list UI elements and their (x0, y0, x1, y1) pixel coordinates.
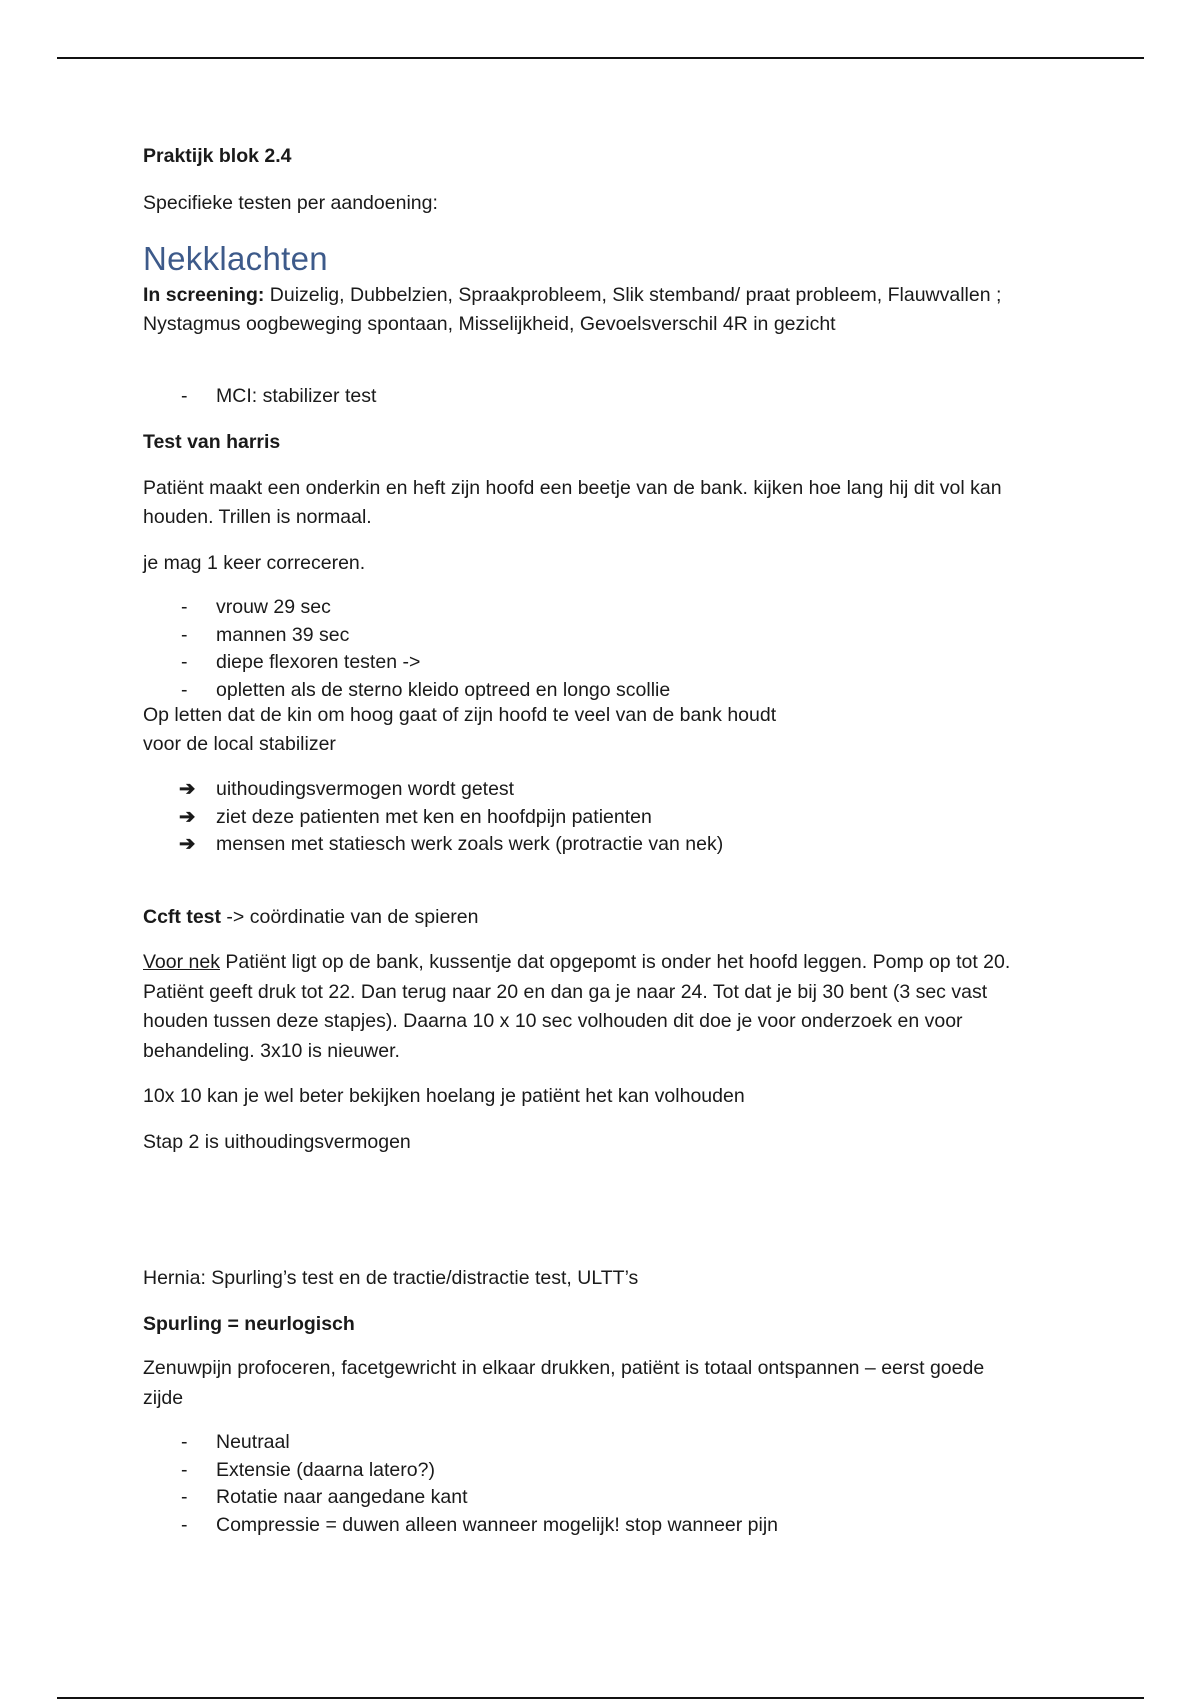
spurling-list (143, 1429, 1083, 1539)
list-item: ➔ uithoudingsvermogen wordt getest (143, 776, 1083, 804)
arrow-icon: ➔ (179, 778, 196, 800)
ccft-line-1: Voor nek Patiënt ligt op de bank, kussentje dat opgepomt is onder het hoofd leggen. Pomp op tot 20. (143, 951, 1011, 973)
spurling-desc-line-1: Zenuwpijn profoceren, facetgewricht in elkaar drukken, patiënt is totaal ontspannen – eerst goede (143, 1357, 985, 1379)
harris-note-line-1: Op letten dat de kin om hoog gaat of zijn hoofd te veel van de bank houdt (143, 704, 777, 726)
document-title: Praktijk blok 2.4 (143, 145, 292, 167)
list-item: - mannen 39 sec (181, 623, 350, 646)
list-item: - Extensie (daarna latero?) (181, 1458, 435, 1481)
list-item: ➔ mensen met statiesch werk zoals werk (protractie van nek) (143, 831, 1083, 859)
spurling-title: Spurling = neurlogisch (143, 1313, 355, 1335)
section-heading: Nekklachten (143, 240, 328, 277)
list-item: - Compressie = duwen alleen wanneer mogelijk! stop wanneer pijn (181, 1513, 779, 1536)
intro-text: Specifieke testen per aandoening: (143, 192, 438, 214)
harris-list (143, 594, 1083, 704)
footer-rule (57, 1697, 1144, 1699)
arrow-icon: ➔ (179, 805, 196, 828)
list-item: - Neutraal (181, 1431, 290, 1453)
list-item: - opletten als de sterno kleido optreed en longo scollie (181, 678, 671, 701)
screening-line-1: In screening: Duizelig, Dubbelzien, Spraakprobleem, Slik stemband/ praat probleem, Flauwvallen ; (143, 284, 1002, 306)
ccft-paragraph-3: Stap 2 is uithoudingsvermogen (143, 1131, 411, 1153)
list-item: - vrouw 29 sec (181, 596, 331, 618)
ccft-title: Ccft test -> coördinatie van de spieren (143, 906, 479, 928)
list-item: - Rotatie naar aangedane kant (181, 1486, 468, 1508)
header-rule (57, 57, 1144, 59)
list-item: ➔ ziet deze patienten met ken en hoofdpijn patienten (143, 804, 1083, 832)
list-item: - MCI: stabilizer test (181, 385, 377, 407)
list-item: - diepe flexoren testen -> (181, 651, 421, 673)
harris-correct: je mag 1 keer correceren. (143, 552, 366, 574)
ccft-line-2: Patiënt geeft druk tot 22. Dan terug naar 20 en dan ga je naar 24. Tot dat je bij 30 bent (3 sec vast (143, 981, 988, 1003)
harris-note-line-2: voor de local stabilizer (143, 733, 336, 755)
screening-line-2: Nystagmus oogbeweging spontaan, Misselijkheid, Gevoelsverschil 4R in gezicht (143, 313, 836, 335)
arrow-icon: ➔ (179, 833, 196, 855)
ccft-line-4: behandeling. 3x10 is nieuwer. (143, 1040, 400, 1062)
harris-desc-line-1: Patiënt maakt een onderkin en heft zijn hoofd een beetje van de bank. kijken hoe lang hij dit vol kan (143, 477, 1002, 499)
ccft-paragraph-2: 10x 10 kan je wel beter bekijken hoelang je patiënt het kan volhouden (143, 1085, 745, 1107)
harris-arrow-list (143, 776, 1083, 859)
mci-list (143, 383, 1083, 411)
harris-title: Test van harris (143, 431, 281, 453)
harris-desc-line-2: houden. Trillen is normaal. (143, 506, 372, 528)
hernia-intro: Hernia: Spurling’s test en de tractie/distractie test, ULTT’s (143, 1267, 639, 1289)
ccft-line-3: houden tussen deze stapjes). Daarna 10 x 10 sec volhouden dit doe je voor onderzoek en voor (143, 1010, 963, 1032)
spurling-desc-line-2: zijde (143, 1387, 184, 1409)
